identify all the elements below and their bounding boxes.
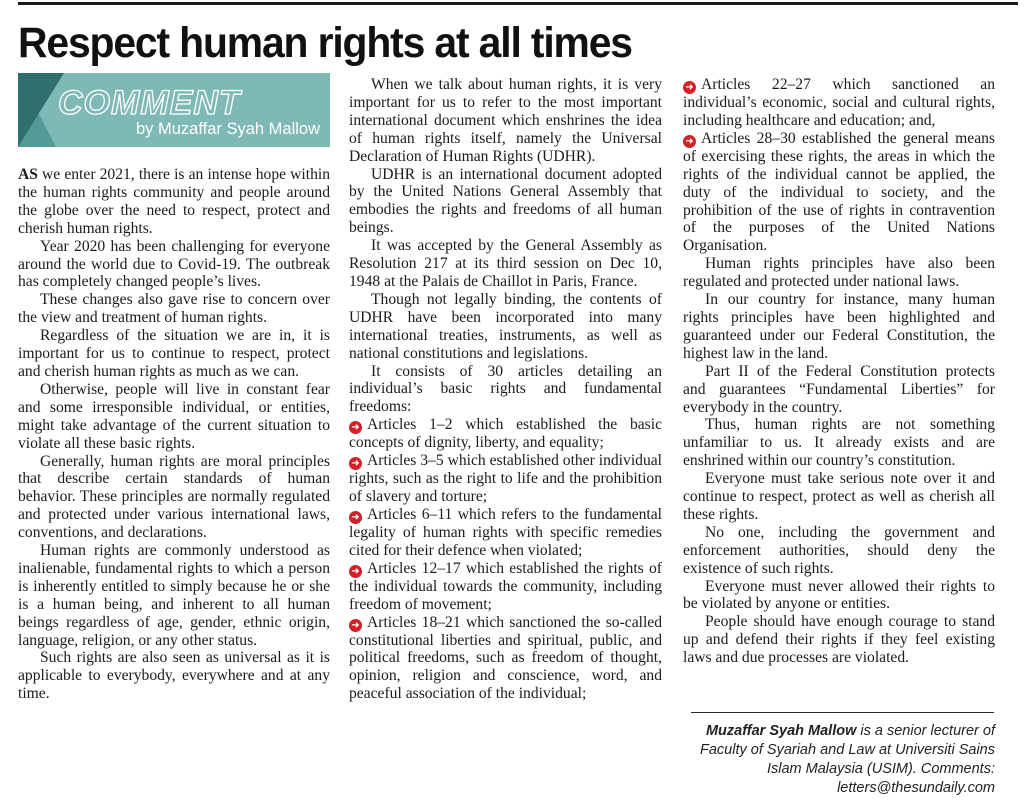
paragraph: Generally, human rights are moral principles that describe certain standards of human behavior. These principles are normally regulated and protected under various international laws, conventions, and declarations. [18, 452, 330, 542]
paragraph: In our country for instance, many human rights principles have been highlighted and guaranteed under our Federal Constitution, the highest law in the land. [683, 291, 995, 362]
paragraph [18, 166, 330, 238]
paragraph: Such rights are also seen as universal as it is applicable to everybody, everywhere and at any time. [18, 649, 330, 703]
bullet-text: Articles 22–27 which sanctioned an individual’s economic, social and cultural rights, including healthcare and education; and, [683, 76, 995, 129]
column-2 [349, 76, 662, 703]
bullet-item [349, 506, 662, 560]
paragraph: It consists of 30 articles detailing an individual’s basic rights and fundamental freedoms: [349, 362, 662, 416]
paragraph: These changes also gave rise to concern over the view and treatment of human rights. [18, 291, 330, 327]
arrow-right-circle-icon: ➜ [349, 421, 362, 434]
paragraph: Otherwise, people will live in constant fear and some irresponsible individual, or entities, might take advantage of the current situation to violate all these basic rights. [18, 380, 330, 452]
paragraph: Human rights principles have also been regulated and protected under national laws. [683, 255, 995, 291]
arrow-right-circle-icon: ➜ [349, 619, 362, 632]
arrow-right-circle-icon: ➜ [683, 81, 696, 94]
bullet-text: Articles 6–11 which refers to the fundamental legality of human rights with specific remedies cited for their defence when violated; [349, 505, 662, 559]
bullet-item [349, 560, 662, 614]
top-rule [18, 2, 1018, 5]
bullet-text: Articles 1–2 which established the basic concepts of dignity, liberty, and equality; [349, 416, 662, 452]
column-1 [18, 166, 330, 703]
bullet-text: Articles 28–30 established the general means of exercising these rights, the areas in which the rights of the individual cannot be applied, the duty of the individual to society, and the prohibition of the use of rights in contravention of the purposes of the United Nations Organisation. [683, 129, 995, 255]
comment-label: COMMENT [58, 84, 241, 122]
paragraph-text: we enter 2021, there is an intense hope within the human rights community and people around the globe over the need to respect, protect and cherish human rights. [18, 166, 330, 237]
paragraph: UDHR is an international document adopted by the United Nations General Assembly that embodies the rights and freedoms of all human beings. [349, 165, 662, 237]
paragraph: Part II of the Federal Constitution protects and guarantees “Fundamental Liberties” for everybody in the country. [683, 362, 995, 416]
paragraph: When we talk about human rights, it is very important for us to refer to the most important international document which enshrines the idea of human rights itself, namely the Universal Declaration of Human Rights (UDHR). [349, 76, 662, 165]
paragraph: People should have enough courage to stand up and defend their rights if they feel existing laws and due processes are violated. [683, 613, 995, 667]
author-bio [683, 722, 995, 798]
banner-byline: by Muzaffar Syah Mallow [135, 120, 320, 138]
bullet-item [683, 76, 995, 130]
column-3 [683, 76, 995, 667]
arrow-right-circle-icon: ➜ [349, 565, 362, 578]
author-name: Muzaffar Syah Mallow [705, 723, 857, 739]
paragraph: Year 2020 has been challenging for everyone around the world due to Covid-19. The outbreak has completely changed people’s lives. [18, 237, 330, 291]
paragraph: Regardless of the situation we are in, it is important for us to continue to respect, protect and cherish human rights as much as we can. [18, 327, 330, 380]
bullet-item [349, 452, 662, 506]
paragraph: Human rights are commonly understood as inalienable, fundamental rights to which a person is inherently entitled to simply because he or she is a human being, and inherent to all human beings regardless of age, gender, ethnic origin, language, religion, or any other status. [18, 542, 330, 649]
paragraph: Everyone must never allowed their rights to be violated by anyone or entities. [683, 577, 995, 613]
arrow-right-circle-icon: ➜ [683, 135, 696, 148]
paragraph: Though not legally binding, the contents of UDHR have been incorporated into many international treaties, instruments, as well as national constitutions and legislations. [349, 290, 662, 362]
paragraph: Everyone must take serious note over it and continue to respect, protect as well as cherish all these rights. [683, 470, 995, 523]
bullet-item [349, 416, 662, 452]
paragraph: Thus, human rights are not something unfamiliar to us. It already exists and are enshrined within our country’s constitution. [683, 416, 995, 470]
paragraph: It was accepted by the General Assembly as Resolution 217 at its third session on Dec 10, 1948 at the Palais de Chaillot in Paris, France. [349, 237, 662, 290]
author-bio-text: is a senior lecturer of Faculty of Syariah and Law at Universiti Sains Islam Malaysia (USIM). Comments: letters@thesundaily.com [700, 723, 995, 796]
bullet-text: Articles 18–21 which sanctioned the so-called constitutional liberties and spiritual, public, and political freedoms, such as freedom of thought, opinion, religion and conscience, word, and peaceful association of the individual; [349, 613, 662, 703]
lead-word: AS [18, 166, 38, 183]
arrow-right-circle-icon: ➜ [349, 511, 362, 524]
bullet-text: Articles 12–17 which established the rights of the individual towards the community, including freedom of movement; [349, 559, 662, 613]
bullet-item [349, 614, 662, 704]
bullet-item [683, 130, 995, 255]
comment-banner [18, 73, 330, 147]
footer-rule [691, 712, 994, 713]
headline: Respect human rights at all times [18, 19, 632, 67]
paragraph: No one, including the government and enforcement authorities, should deny the existence of such rights. [683, 523, 995, 577]
bullet-text: Articles 3–5 which established other individual rights, such as the right to life and the prohibition of slavery and torture; [349, 452, 662, 506]
arrow-right-circle-icon: ➜ [349, 457, 362, 470]
